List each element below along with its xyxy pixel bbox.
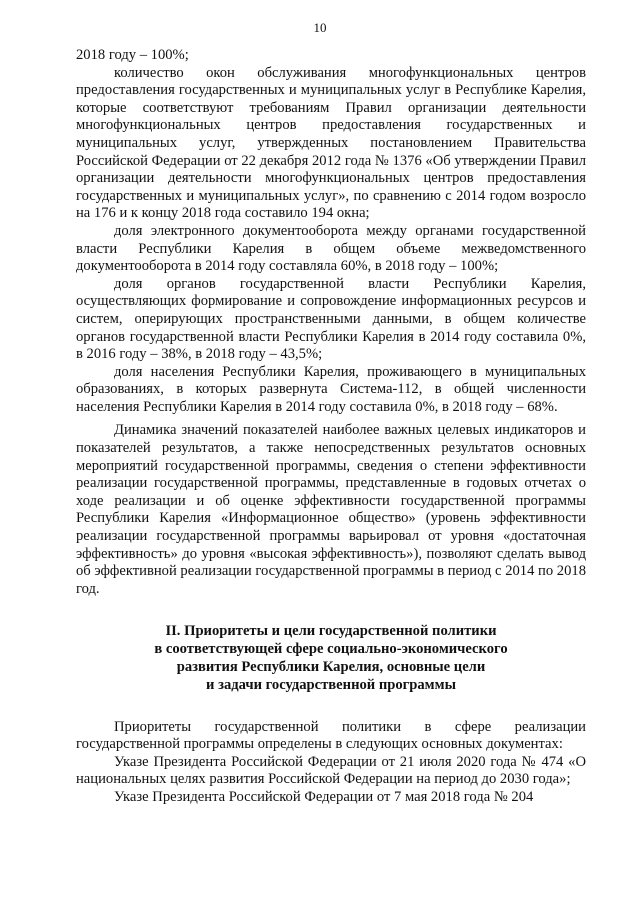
section-heading [76,623,586,694]
section-heading-line: II. Приоритеты и цели государственной политики [165,623,497,640]
paragraph: количество окон обслуживания многофункциональных центров предоставления государственных и муниципальных услуг в Республике Карелия, которые соответствуют требованиям Правил организации деятельности многофункциональных центров предоставления государственных и муниципальных услуг, утвержденных постановлением Правительства Российской Федерации от 22 декабря 2012 года № 1376 «Об утверждении Правил организации деятельности многофункциональных центров предоставления государственных и муниципальных услуг», по сравнению с 2014 годом возросло на 176 и к концу 2018 года составило 194 окна; [76,64,586,222]
paragraph: доля населения Республики Карелия, проживающего в муниципальных образованиях, в которых развернута Система-112, в общей численности населения Республики Карелия в 2014 году составила 0%, в 2018 году – 68%. [76,363,586,415]
paragraph: 2018 году – 100%; [76,47,189,63]
page-number: 10 [313,20,327,35]
section-heading-line: развития Республики Карелия, основные цели [176,659,486,675]
paragraph: доля электронного документооборота между органами государственной власти Республики Карелия в общем объеме межведомственного документооборота в 2014 году составляла 60%, в 2018 году – 100%; [76,222,586,275]
document-body [76,47,586,807]
section-heading-line: и задачи государственной программы [206,676,456,693]
paragraph: Указе Президента Российской Федерации от 7 мая 2018 года № 204 [114,788,534,805]
paragraphs-before-heading [76,47,586,598]
paragraph: Приоритеты государственной политики в сфере реализации государственной программы определены в следующих основных документах: [76,718,586,753]
section-heading-line: в соответствующей сфере социально-экономического [154,641,508,658]
paragraph: Указе Президента Российской Федерации от 21 июля 2020 года № 474 «О национальных целях развития Российской Федерации на период до 2030 года»; [76,753,586,788]
paragraphs-after-heading [76,719,586,807]
paragraph: доля органов государственной власти Республики Карелия, осуществляющих формирование и сопровождение информационных ресурсов и систем, оперирующих пространственными данными, в общем количестве органов государственной власти Республики Карелия в 2014 году составила 0%, в 2016 году – 38%, в 2018 году – 43,5%; [76,275,586,363]
paragraph: Динамика значений показателей наиболее важных целевых индикаторов и показателей результатов, а также непосредственных результатов основных мероприятий государственной программы, сведения о степени эффективности реализации государственной программы, представленные в годовых отчетах о ходе реализации и об оценке эффективности государственной программы Республики Карелия «Информационное общество» (уровень эффективности реализации государственной программы варьировал от уровня «достаточная эффективность» до уровня «высокая эффективность»), позволяют сделать вывод об эффективной реализации государственной программы в период с 2014 по 2018 год. [76,422,586,597]
